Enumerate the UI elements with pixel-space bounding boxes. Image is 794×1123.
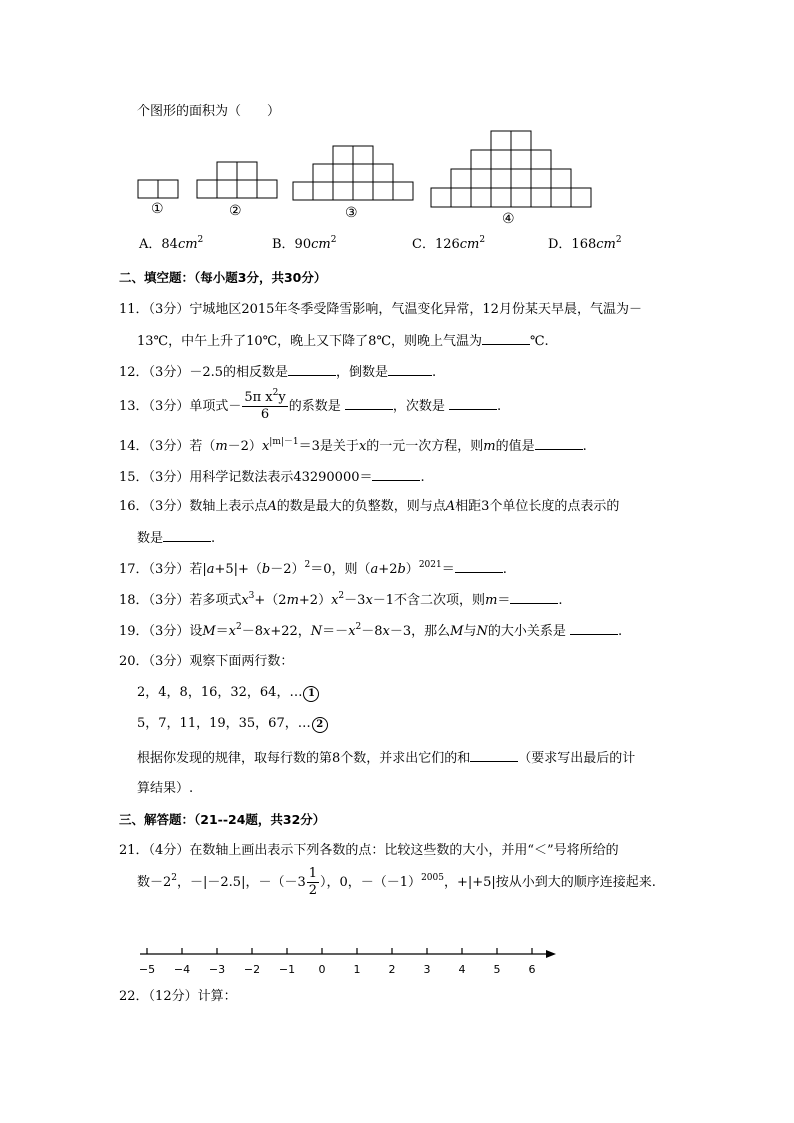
answer-blank[interactable] bbox=[455, 560, 503, 573]
answer-blank[interactable] bbox=[163, 529, 211, 542]
answer-blank[interactable] bbox=[345, 397, 393, 410]
sequence-row-1: 2，4，8，16，32，64，… 1 bbox=[137, 684, 319, 702]
figure-label-2: ② bbox=[229, 203, 242, 219]
question-20-line3: 根据你发现的规律，取每行数的第8个数，并求出它们的和 （要求写出最后的计 bbox=[137, 751, 636, 766]
tick-label: −3 bbox=[208, 963, 226, 976]
question-20-line4: 算结果）. bbox=[137, 781, 194, 796]
number-line[interactable] bbox=[130, 942, 570, 982]
answer-blank[interactable] bbox=[482, 332, 530, 345]
answer-blank[interactable] bbox=[449, 397, 497, 410]
question-17: 17．（3分）若$|a+5|+(b-2)^2=0$，则$(a+2b)^{2021}=$ . bbox=[119, 560, 507, 577]
answer-blank[interactable] bbox=[388, 363, 432, 376]
question-21-line2: 数$-2^2$，－|－2.5|，－（－3 $\frac{1}{2}$ ），0，$-(-1)^{2005}$，+|+5|按从小到大的顺序连接起来. bbox=[137, 866, 656, 898]
question-10-text: 个图形的面积为（ ） bbox=[137, 104, 281, 119]
question-21-line1: 21．（4分）在数轴上画出表示下列各数的点：比较这些数的大小，并用“＜”号将所给的 bbox=[119, 843, 619, 858]
section-2-heading: 二、填空题：（每小题3分，共30分） bbox=[119, 270, 327, 285]
fraction: $\frac{1}{2}$ bbox=[308, 866, 318, 898]
tick-label: −5 bbox=[138, 963, 156, 976]
figure-label-4: ④ bbox=[502, 211, 515, 227]
figure-label-1: ① bbox=[151, 201, 164, 217]
question-13: 13．（3分）单项式－ $\frac{5\pi x^2y}{6}$ 的系数是 ，次数是 . bbox=[119, 388, 502, 422]
tick-label: 3 bbox=[423, 963, 431, 976]
question-11-line1: 11．（3分）宁城地区2015年冬季受降雪影响，气温变化异常，12月份某天早晨，气温为－ bbox=[119, 302, 642, 317]
figure-1 bbox=[138, 180, 178, 198]
section-3-heading: 三、解答题：（21--24题，共32分） bbox=[119, 812, 326, 827]
tick-label: 1 bbox=[353, 963, 361, 976]
tick-label: 2 bbox=[388, 963, 396, 976]
tick-label: −4 bbox=[173, 963, 191, 976]
question-12: 12．（3分）－2.5的相反数是 ，倒数是 . bbox=[119, 365, 437, 380]
answer-blank[interactable] bbox=[570, 622, 618, 635]
option-b: B．$90cm^2$ bbox=[272, 235, 337, 252]
option-a: A．$84cm^2$ bbox=[139, 235, 204, 252]
grid-figures bbox=[0, 125, 794, 265]
question-18: 18．（3分）若多项式$x^3+(2m+2)x^2-3x-1$不含二次项，则m＝ . bbox=[119, 591, 563, 608]
tick-label: 5 bbox=[493, 963, 501, 976]
fraction: $\frac{5\pi x^2y}{6}$ bbox=[244, 388, 286, 422]
figure-2 bbox=[197, 162, 277, 198]
answer-blank[interactable] bbox=[470, 749, 518, 762]
answer-blank[interactable] bbox=[288, 363, 336, 376]
option-d: D．$168cm^2$ bbox=[548, 235, 622, 252]
circled-number: 1 bbox=[303, 686, 319, 702]
tick-label: 4 bbox=[458, 963, 466, 976]
arrow-head-icon bbox=[546, 950, 556, 958]
answer-blank[interactable] bbox=[372, 468, 420, 481]
question-16-line2: 数是 . bbox=[137, 531, 216, 546]
sequence-row-2: 5，7，11，19，35，67，… 2 bbox=[137, 715, 328, 733]
question-11-line2: 13℃，中午上升了10℃，晚上又下降了8℃，则晚上气温为 ℃. bbox=[137, 334, 549, 349]
figure-3 bbox=[293, 146, 413, 200]
figure-label-3: ③ bbox=[345, 205, 358, 221]
circled-number: 2 bbox=[312, 717, 328, 733]
question-22: 22．（12分）计算： bbox=[119, 989, 237, 1004]
question-20: 20．（3分）观察下面两行数： bbox=[119, 654, 294, 669]
question-19: 19．（3分）设$M=x^2-8x+22$，$N=-x^2-8x-3$，那么M与N的大小关系是 . bbox=[119, 622, 623, 639]
question-15: 15．（3分）用科学记数法表示43290000＝ . bbox=[119, 470, 425, 485]
figure-4 bbox=[431, 131, 591, 207]
question-14: 14．（3分）若$(m-2)x^{|m|-1}=3$是关于x的一元一次方程，则m的值是 . bbox=[119, 437, 587, 454]
tick-label: −1 bbox=[278, 963, 296, 976]
answer-blank[interactable] bbox=[510, 591, 558, 604]
option-c: C．$126cm^2$ bbox=[412, 235, 486, 252]
answer-blank[interactable] bbox=[535, 437, 583, 450]
question-16-line1: 16．（3分）数轴上表示点A的数是最大的负整数，则与点A相距3个单位长度的点表示的 bbox=[119, 499, 620, 514]
tick-label: 0 bbox=[318, 963, 326, 976]
tick-label: 6 bbox=[528, 963, 536, 976]
tick-label: −2 bbox=[243, 963, 261, 976]
